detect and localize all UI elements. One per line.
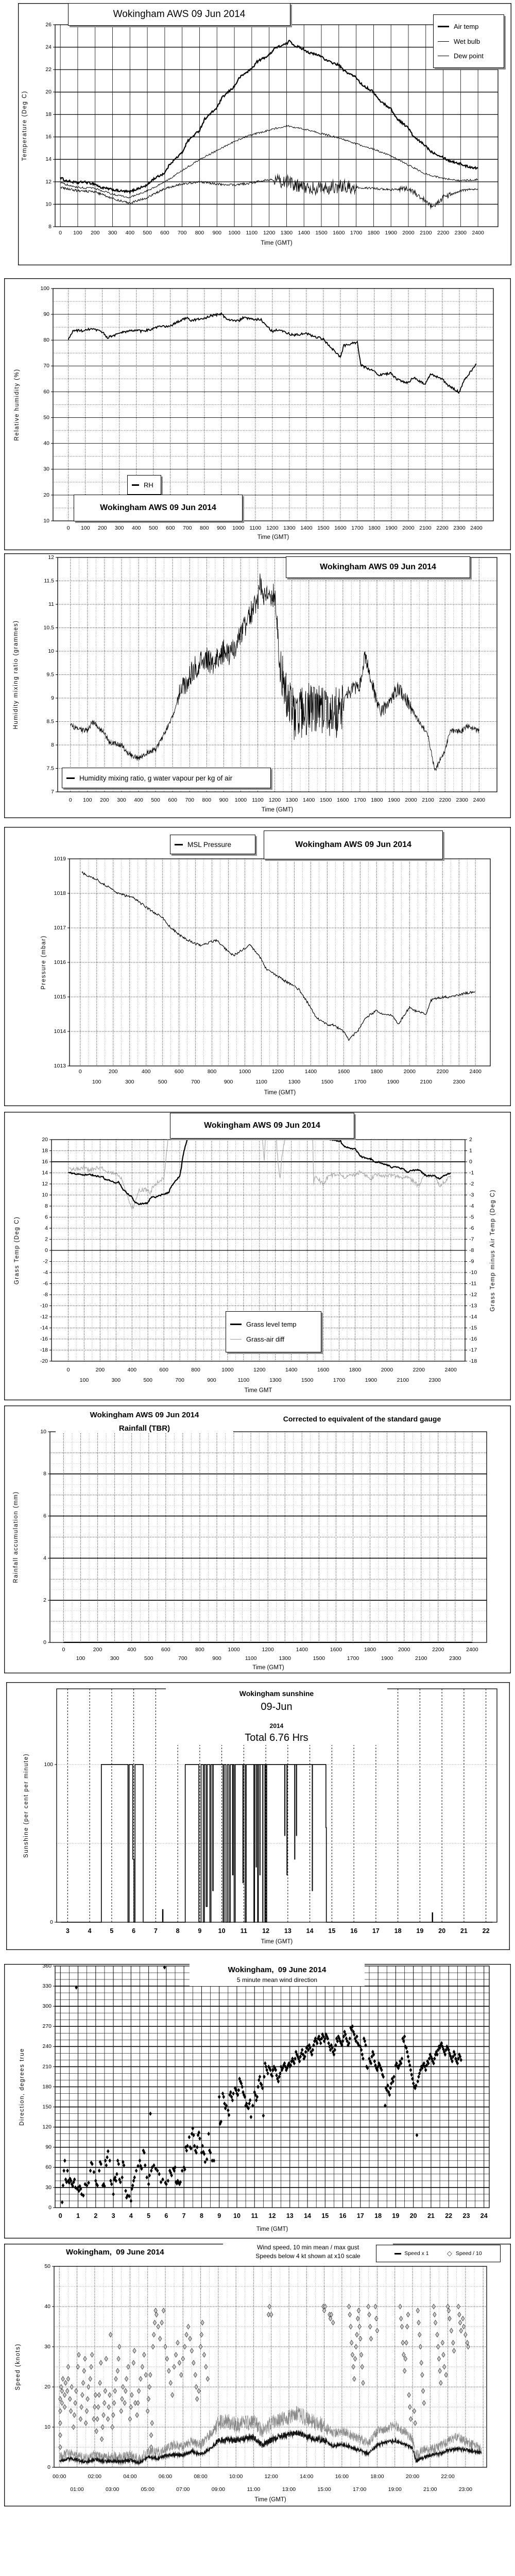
wind-direction-chart-panel <box>4 1964 511 2239</box>
temperature-legend <box>433 14 504 68</box>
legend-label: Wet bulb <box>454 37 480 45</box>
legend-item <box>230 1335 317 1343</box>
chart-title: Wokingham, 09 June 2014 <box>228 1965 327 1974</box>
wet-bulb-line-swatch <box>438 41 449 42</box>
pressure-chart-canvas <box>4 827 511 1106</box>
chart-title-box <box>68 3 290 26</box>
chart-title-box <box>170 1113 354 1139</box>
legend-label: Grass-air diff <box>246 1335 285 1344</box>
chart-title-box <box>74 495 243 521</box>
legend-label: RH <box>144 481 153 489</box>
rainfall-title-block <box>56 1411 233 1433</box>
legend-label: Speed / 10 <box>455 2250 482 2257</box>
legend-item <box>438 23 500 30</box>
legend-item <box>175 841 251 849</box>
temperature-chart-panel <box>18 3 511 265</box>
grass-air-diff-swatch <box>230 1339 242 1340</box>
air-temp-line-swatch <box>438 26 449 27</box>
legend-item <box>438 38 500 45</box>
humidity-chart-panel <box>4 278 511 550</box>
chart-title: Wokingham AWS 09 Jun 2014 <box>320 563 436 571</box>
rh-legend <box>127 475 161 495</box>
legend-label: Dew point <box>454 52 484 60</box>
mixing-ratio-line-swatch <box>66 777 75 779</box>
pressure-chart-panel <box>4 827 511 1106</box>
chart-title: Wokingham, 09 June 2014 <box>66 2248 215 2257</box>
chart-title: Wokingham AWS 09 Jun 2014 <box>295 840 411 849</box>
chart-title: Wokingham AWS 09 Jun 2014 <box>100 503 216 512</box>
legend-label: MSL Pressure <box>187 840 232 849</box>
speed-x1-swatch <box>394 2253 401 2255</box>
wind-speed-legend <box>376 2245 501 2262</box>
legend-item <box>66 774 266 782</box>
wind-speed-subtitle-block <box>223 2244 393 2260</box>
rainfall-note: Corrected to equivalent of the standard gauge <box>238 1415 486 1423</box>
grass-temp-chart-canvas <box>4 1112 511 1400</box>
chart-subtitle: Rainfall (TBR) <box>118 1424 170 1433</box>
pressure-line-swatch <box>175 844 183 845</box>
sunshine-total: Total 6.76 Hrs <box>245 1732 308 1743</box>
rh-line-swatch <box>132 484 139 486</box>
sunshine-year: 2014 <box>269 1722 284 1730</box>
wind-speed-subtitle-1: Wind speed, 10 min mean / max gust <box>256 2244 359 2251</box>
rainfall-chart-canvas <box>4 1405 511 1673</box>
speed-div10-diamond-swatch: ◇ <box>447 2249 452 2257</box>
grass-temp-legend <box>226 1311 321 1352</box>
mixing-ratio-legend <box>62 768 271 788</box>
sunshine-chart-panel <box>6 1682 510 1950</box>
chart-title: Wokingham sunshine <box>239 1689 314 1698</box>
pressure-legend <box>170 835 255 854</box>
chart-subtitle: 5 minute mean wind direction <box>236 1976 318 1984</box>
legend-item <box>230 1320 317 1328</box>
chart-title-box <box>286 556 470 578</box>
legend-label: Speed x 1 <box>404 2250 429 2257</box>
mixing-ratio-chart-panel <box>4 553 511 818</box>
grass-temp-chart-panel <box>4 1112 511 1400</box>
chart-title-box <box>264 831 443 859</box>
wind-speed-subtitle-2: Speeds below 4 kt shown at x10 scale <box>255 2252 360 2260</box>
sunshine-date: 09-Jun <box>261 1701 293 1713</box>
sunshine-title-block <box>166 1688 387 1745</box>
chart-title: Wokingham AWS 09 Jun 2014 <box>204 1121 320 1130</box>
legend-label: Grass level temp <box>246 1320 297 1328</box>
chart-title: Wokingham AWS 09 Jun 2014 <box>90 1411 199 1419</box>
grass-level-temp-swatch <box>230 1324 242 1325</box>
legend-item <box>394 2250 428 2257</box>
legend-item <box>438 52 500 60</box>
wind-speed-chart-panel <box>4 2244 511 2506</box>
legend-label: Air temp <box>454 23 479 31</box>
chart-title: Wokingham AWS 09 Jun 2014 <box>113 9 246 20</box>
legend-item <box>447 2249 482 2258</box>
wind-speed-chart-canvas <box>4 2244 511 2506</box>
wind-direction-chart-canvas <box>4 1964 511 2239</box>
wind-direction-title-block <box>190 1964 365 1986</box>
rainfall-chart-panel <box>4 1405 511 1673</box>
legend-label: Humidity mixing ratio, g water vapour per kg of air <box>79 774 233 782</box>
legend-item <box>132 481 157 489</box>
